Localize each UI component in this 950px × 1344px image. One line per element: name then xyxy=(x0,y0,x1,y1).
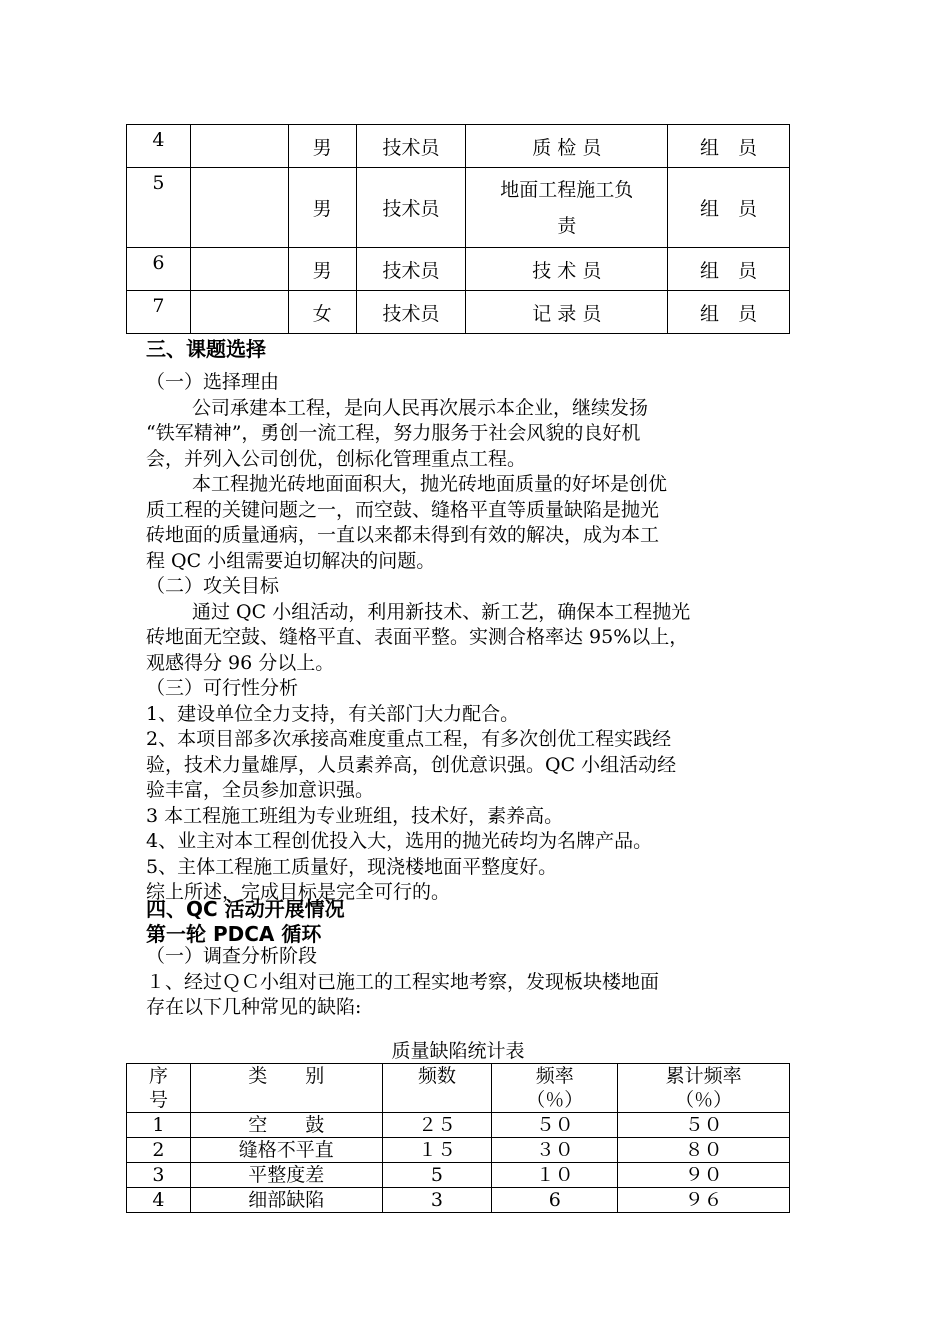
subheading: （一）调查分析阶段 xyxy=(146,945,318,967)
table-row xyxy=(127,1188,790,1213)
header-no: 序 号 xyxy=(127,1064,191,1113)
defect-no: 3 xyxy=(127,1163,191,1188)
paragraph-line: 通过 QC 小组活动，利用新技术、新工艺，确保本工程抛光 xyxy=(192,600,691,623)
member-name xyxy=(190,291,288,334)
defects-table xyxy=(126,1063,790,1213)
defect-cumulative: ９６ xyxy=(618,1188,790,1213)
member-duty-line: 地面工程施工负 xyxy=(500,178,634,201)
table-row xyxy=(127,1138,790,1163)
member-gender: 女 xyxy=(288,291,356,334)
member-role: 组 员 xyxy=(668,248,790,291)
list-item: 验，技术力量雄厚，人员素养高，创优意识强。QC 小组活动经 xyxy=(146,753,677,776)
defect-frequency: 6 xyxy=(492,1188,618,1213)
defect-count: １５ xyxy=(382,1138,492,1163)
defect-cumulative: ８０ xyxy=(618,1138,790,1163)
paragraph-line: 砖地面无空鼓、缝格平直、表面平整。实测合格率达 95%以上， xyxy=(146,626,689,648)
section-heading: 三、课题选择 xyxy=(146,337,266,361)
defect-category: 细部缺陷 xyxy=(190,1188,382,1213)
paragraph-line: 公司承建本工程，是向人民再次展示本企业，继续发扬 xyxy=(192,396,649,419)
defect-category: 平整度差 xyxy=(190,1163,382,1188)
paragraph-line: 质工程的关键问题之一，而空鼓、缝格平直等质量缺陷是抛光 xyxy=(146,498,660,521)
table-row xyxy=(127,125,790,168)
defect-count: ２５ xyxy=(382,1113,492,1138)
defect-frequency: ３０ xyxy=(492,1138,618,1163)
member-no: 5 xyxy=(127,168,191,248)
member-title: 技术员 xyxy=(356,248,466,291)
table-row xyxy=(127,168,790,248)
member-name xyxy=(190,248,288,291)
member-gender: 男 xyxy=(288,248,356,291)
list-item: 2、本项目部多次承接高难度重点工程，有多次创优工程实践经 xyxy=(146,728,672,750)
paragraph-line: １、经过ＱＣ小组对已施工的工程实地考察，发现板块楼地面 xyxy=(146,970,660,993)
list-item: 3 本工程施工班组为专业班组，技术好，素养高。 xyxy=(146,804,564,827)
defect-no: 2 xyxy=(127,1138,191,1163)
paragraph-line: 观感得分 96 分以上。 xyxy=(146,651,335,674)
defect-no: 4 xyxy=(127,1188,191,1213)
subheading: （二）攻关目标 xyxy=(146,575,280,597)
member-title: 技术员 xyxy=(356,168,466,248)
defect-no: 1 xyxy=(127,1113,191,1138)
member-role: 组 员 xyxy=(668,291,790,334)
member-duty: 技 术 员 xyxy=(466,248,668,291)
member-title: 技术员 xyxy=(356,291,466,334)
defect-category: 缝格不平直 xyxy=(190,1138,382,1163)
list-item: 1、建设单位全力支持，有关部门大力配合。 xyxy=(146,702,520,725)
list-item: 综上所述，完成目标是完全可行的。 xyxy=(146,881,451,903)
table-caption: 质量缺陷统计表 xyxy=(391,1040,525,1062)
table-row xyxy=(127,1113,790,1138)
defect-cumulative: ９０ xyxy=(618,1163,790,1188)
member-no: 4 xyxy=(127,125,191,168)
table-row xyxy=(127,248,790,291)
defect-frequency: ５０ xyxy=(492,1113,618,1138)
header-frequency: 频率 （％） xyxy=(492,1064,618,1113)
header-count: 频数 xyxy=(382,1064,492,1113)
defect-category: 空 鼓 xyxy=(190,1113,382,1138)
header-cumulative: 累计频率 （％） xyxy=(618,1064,790,1113)
table-row xyxy=(127,291,790,334)
paragraph-line: 砖地面的质量通病，一直以来都未得到有效的解决，成为本工 xyxy=(146,524,660,546)
subheading: （一）选择理由 xyxy=(146,371,280,393)
defect-cumulative: ５０ xyxy=(618,1113,790,1138)
member-name xyxy=(190,125,288,168)
paragraph-line: 程 QC 小组需要迫切解决的问题。 xyxy=(146,549,436,572)
list-item: 4、业主对本工程创优投入大，选用的抛光砖均为名牌产品。 xyxy=(146,830,653,852)
table-header-row xyxy=(127,1064,790,1113)
section-heading: 四、QC 活动开展情况 xyxy=(146,897,345,921)
member-gender: 男 xyxy=(288,168,356,248)
list-item: 5、主体工程施工质量好，现浇楼地面平整度好。 xyxy=(146,855,558,878)
header-category: 类 别 xyxy=(190,1064,382,1113)
member-duty xyxy=(466,168,668,248)
member-no: 6 xyxy=(127,248,191,291)
members-table xyxy=(126,124,790,334)
defect-count: 5 xyxy=(382,1163,492,1188)
cycle-heading: 第一轮 PDCA 循环 xyxy=(146,922,322,946)
member-duty-line: 责 xyxy=(557,214,577,237)
subheading: （三）可行性分析 xyxy=(146,677,299,699)
member-no: 7 xyxy=(127,291,191,334)
table-row xyxy=(127,1163,790,1188)
paragraph-line: 存在以下几种常见的缺陷: xyxy=(146,996,362,1018)
list-item: 验丰富，全员参加意识强。 xyxy=(146,779,375,801)
member-gender: 男 xyxy=(288,125,356,168)
member-duty: 质 检 员 xyxy=(466,125,668,168)
paragraph-line: “铁军精神”，勇创一流工程，努力服务于社会风貌的良好机 xyxy=(146,422,641,444)
member-title: 技术员 xyxy=(356,125,466,168)
member-role: 组 员 xyxy=(668,168,790,248)
section4-body xyxy=(146,944,810,1021)
defect-frequency: １０ xyxy=(492,1163,618,1188)
defect-count: 3 xyxy=(382,1188,492,1213)
paragraph-line: 会，并列入公司创优，创标化管理重点工程。 xyxy=(146,447,527,470)
member-role: 组 员 xyxy=(668,125,790,168)
section3-body xyxy=(146,370,810,906)
member-name xyxy=(190,168,288,248)
paragraph-line: 本工程抛光砖地面面积大，抛光砖地面质量的好坏是创优 xyxy=(192,473,668,495)
member-duty: 记 录 员 xyxy=(466,291,668,334)
